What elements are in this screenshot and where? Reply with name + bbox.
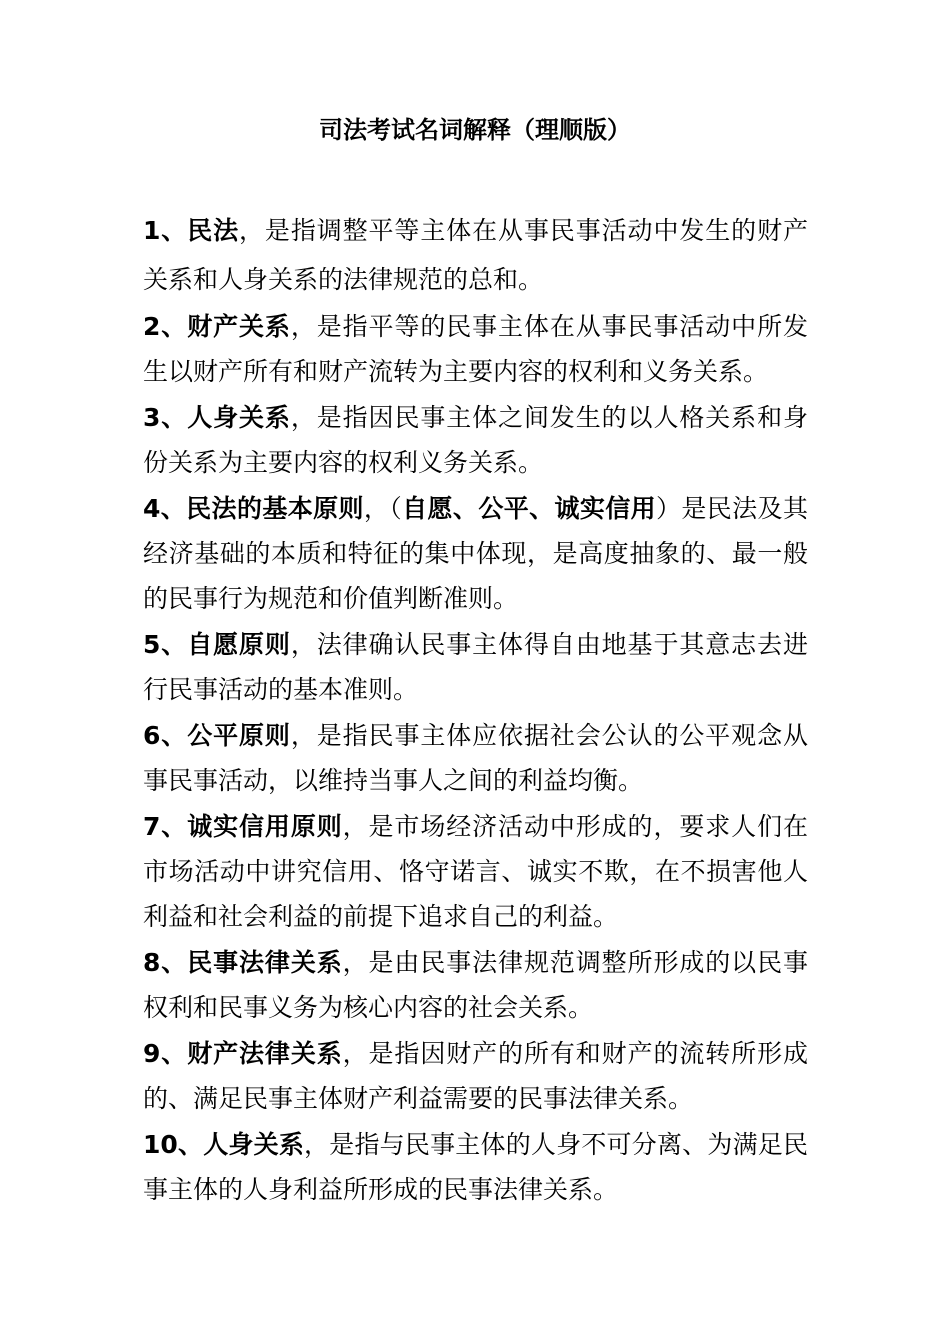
item-term: 人身关系 — [203, 1130, 305, 1159]
item-definition: ，是指与民事主体的人身不可分离、为满足民事主体的人身利益所形成的民事法律关系。 — [143, 1130, 808, 1204]
item-definition: ，是由民事法律规范调整所形成的以民事权利和民事义务为核心内容的社会关系。 — [143, 948, 808, 1022]
item-definition: ，是指平等的民事主体在从事民事活动中所发生以财产所有和财产流转为主要内容的权利和义务关系。 — [143, 312, 808, 386]
definition-item — [143, 304, 808, 394]
item-term: 财产关系 — [187, 312, 291, 341]
item-definition: ，是指民事主体应依据社会公认的公平观念从事民事活动，以维持当事人之间的利益均衡。 — [143, 721, 808, 795]
item-paren-open: ，（ — [363, 494, 403, 523]
item-term: 公平原则 — [187, 721, 291, 750]
definition-item — [143, 1031, 808, 1121]
item-term: 财产法律关系 — [187, 1039, 343, 1068]
document-title: 司法考试名词解释（理顺版） — [319, 116, 631, 144]
item-number: 7、 — [143, 812, 188, 841]
item-definition: ，是指调整平等主体在从事民事活动中发生的财产关系和人身关系的法律规范的总和。 — [143, 216, 808, 294]
item-definition: ）是民法及其经济基础的本质和特征的集中体现，是高度抽象的、最一般的民事行为规范和价值判断准则。 — [143, 494, 808, 613]
item-number: 8、 — [143, 948, 188, 977]
item-definition: ，是指因民事主体之间发生的以人格关系和身份关系为主要内容的权利义务关系。 — [143, 403, 808, 477]
definition-item — [143, 1122, 808, 1212]
item-definition: ，是指因财产的所有和财产的流转所形成的、满足民事主体财产利益需要的民事法律关系。 — [143, 1039, 808, 1113]
definition-item — [143, 713, 808, 803]
item-term: 民事法律关系 — [187, 948, 343, 977]
item-term: 民法的基本原则 — [186, 494, 364, 523]
item-definition: ，法律确认民事主体得自由地基于其意志去进行民事活动的基本准则。 — [143, 630, 808, 704]
definition-item — [143, 395, 808, 485]
definition-item — [143, 206, 808, 304]
item-number: 9、 — [143, 1039, 188, 1068]
item-term: 自愿原则 — [187, 630, 291, 659]
item-term: 民法 — [187, 216, 240, 245]
definition-item — [143, 940, 808, 1030]
item-subterms: 自愿、公平、诚实信用 — [402, 494, 657, 523]
item-number: 10、 — [143, 1130, 204, 1159]
definition-item — [143, 804, 808, 939]
item-number: 5、 — [143, 630, 188, 659]
item-number: 2、 — [143, 312, 188, 341]
item-number: 4、 — [143, 494, 187, 523]
item-term: 诚实信用原则 — [187, 812, 343, 841]
definition-list — [143, 206, 808, 1213]
item-number: 3、 — [143, 403, 188, 432]
definition-item — [143, 486, 808, 621]
item-number: 1、 — [143, 216, 188, 245]
item-definition: ，是市场经济活动中形成的，要求人们在市场活动中讲究信用、恪守诺言、诚实不欺，在不损害他人利益和社会利益的前提下追求自己的利益。 — [143, 812, 808, 931]
item-number: 6、 — [143, 721, 188, 750]
definition-item — [143, 622, 808, 712]
item-term: 人身关系 — [187, 403, 291, 432]
